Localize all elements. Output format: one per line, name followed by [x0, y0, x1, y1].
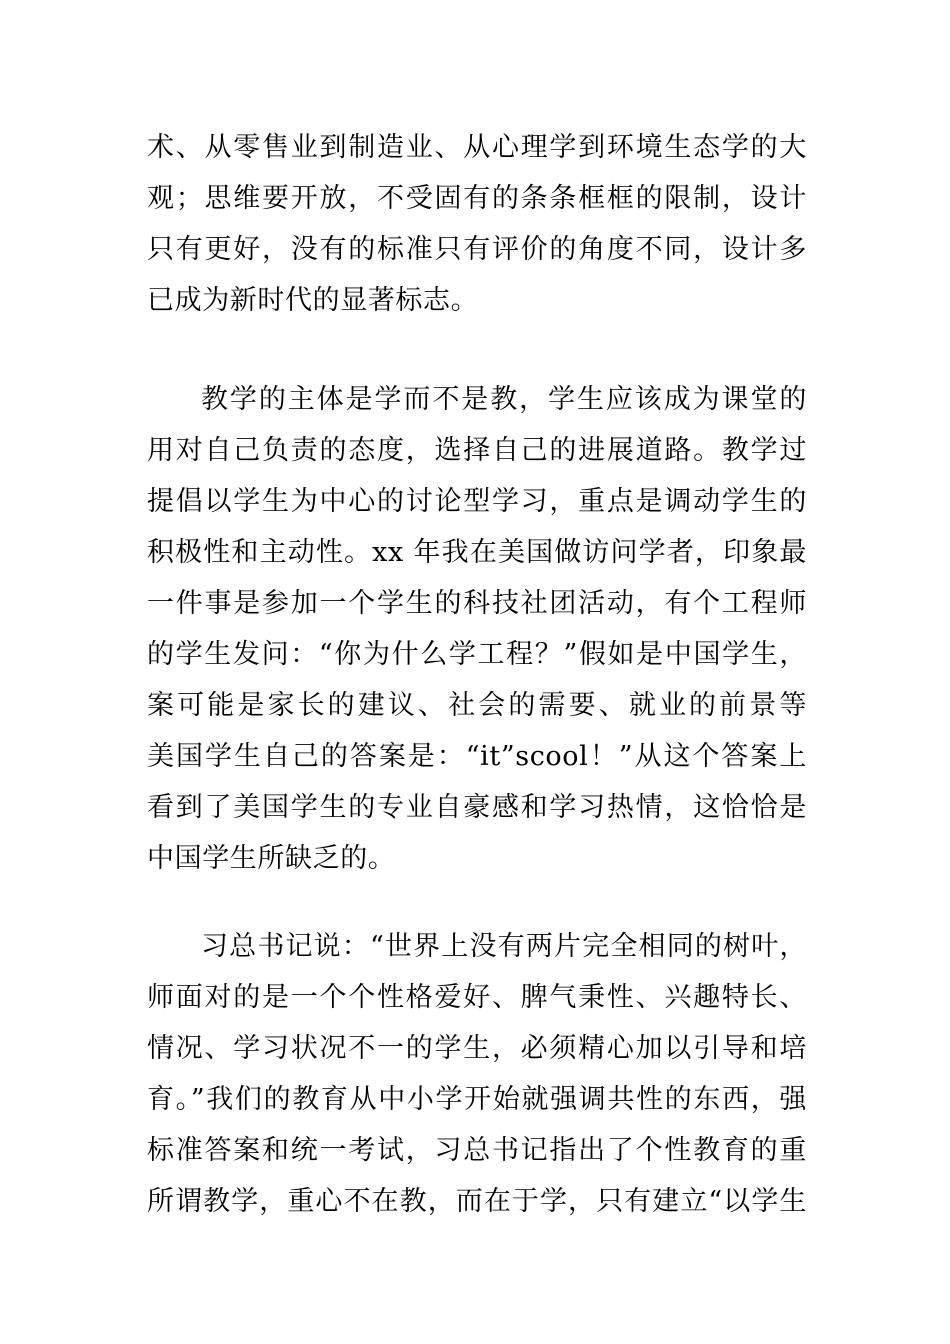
- text-line: 积极性和主动性。xx 年我在美国做访问学者，印象最: [147, 537, 807, 568]
- text-line: 提倡以学生为中心的讨论型学习，重点是调动学生的: [147, 486, 807, 517]
- text-line: 标准答案和统一考试，习总书记指出了个性教育的重: [147, 1135, 807, 1166]
- paragraph-2: [147, 374, 807, 884]
- text-line: 只有更好，没有的标准只有评价的角度不同，设计多: [147, 234, 807, 265]
- text-line: 已成为新时代的显著标志。: [147, 285, 479, 316]
- paragraph-1: [147, 122, 807, 326]
- text-line: 所谓教学，重心不在教，而在于学，只有建立“以学生: [147, 1186, 807, 1217]
- text-line: 术、从零售业到制造业、从心理学到环境生态学的大: [147, 132, 807, 163]
- text-line: 的学生发问：“你为什么学工程？”假如是中国学生，: [147, 639, 807, 670]
- text-line: 育。”我们的教育从中小学开始就强调共性的东西，强: [147, 1084, 807, 1115]
- text-line: 一件事是参加一个学生的科技社团活动，有个工程师: [147, 588, 807, 619]
- text-line: 情况、学习状况不一的学生，必须精心加以引导和培: [147, 1033, 807, 1064]
- text-line: 中国学生所缺乏的。: [147, 843, 396, 874]
- text-line: 师面对的是一个个性格爱好、脾气秉性、兴趣特长、: [147, 982, 807, 1013]
- text-line: 习总书记说：“世界上没有两片完全相同的树叶，: [201, 931, 807, 962]
- text-line: 观；思维要开放，不受固有的条条框框的限制，设计: [147, 183, 807, 214]
- text-line: 美国学生自己的答案是：“it”scool！”从这个答案上: [147, 741, 807, 772]
- text-line: 案可能是家长的建议、社会的需要、就业的前景等: [147, 690, 807, 721]
- text-line: 教学的主体是学而不是教，学生应该成为课堂的: [201, 384, 807, 415]
- text-line: 用对自己负责的态度，选择自己的进展道路。教学过: [147, 435, 807, 466]
- paragraph-3: [147, 921, 807, 1227]
- text-line: 看到了美国学生的专业自豪感和学习热情，这恰恰是: [147, 792, 807, 823]
